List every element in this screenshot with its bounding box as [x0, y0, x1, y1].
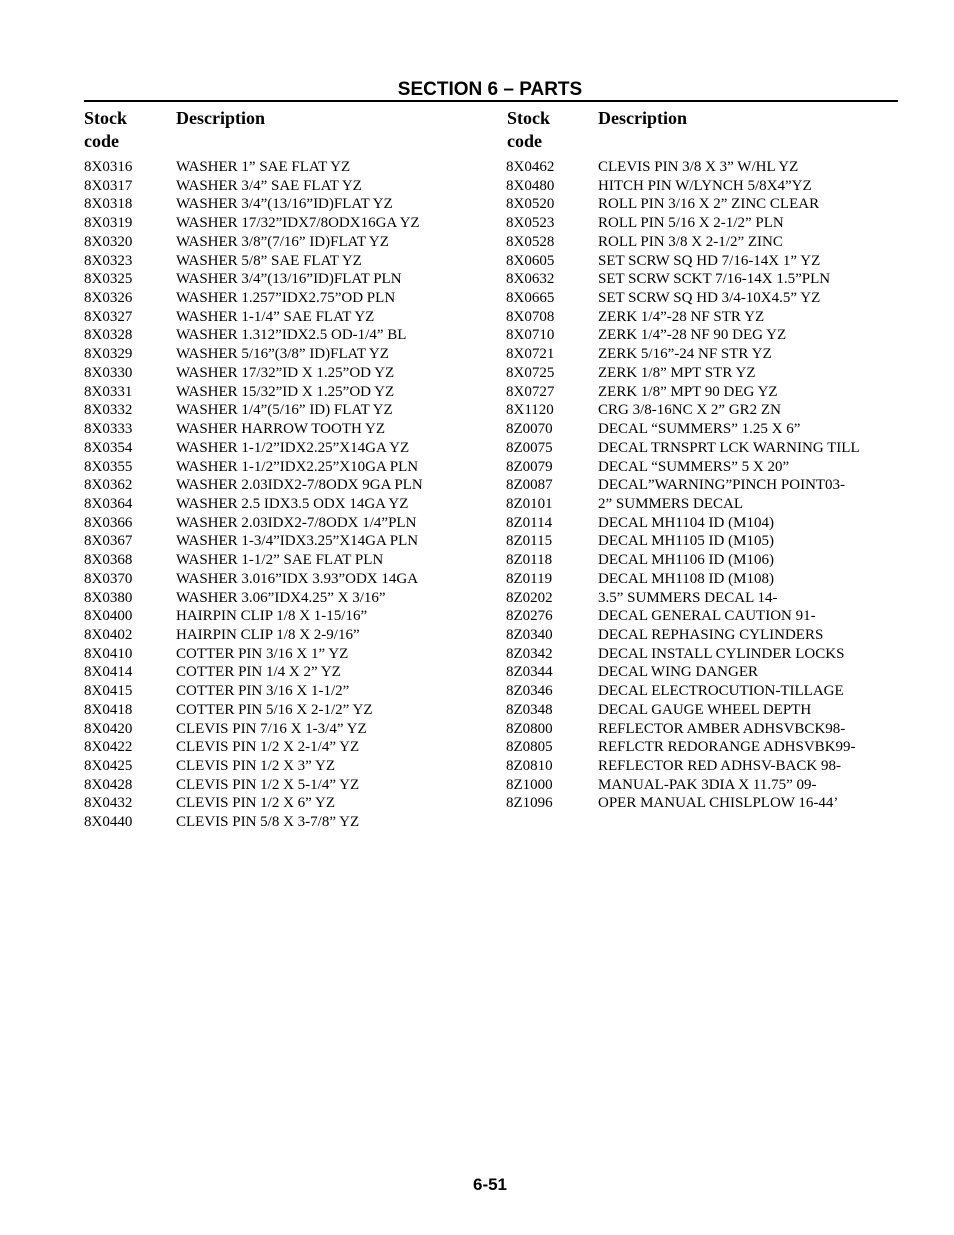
part-description: WASHER 3/4”(13/16”ID)FLAT YZ: [176, 196, 393, 213]
stock-code: 8X0368: [84, 552, 133, 569]
part-description: DECAL GAUGE WHEEL DEPTH: [598, 701, 812, 718]
part-description: DECAL “SUMMERS” 1.25 X 6”: [598, 421, 801, 438]
part-row: [506, 383, 906, 402]
part-row: [84, 420, 494, 439]
part-description: ZERK 5/16”-24 NF STR YZ: [598, 346, 772, 363]
stock-code: 8X0367: [84, 533, 133, 550]
part-description: ZERK 1/4”-28 NF STR YZ: [598, 308, 765, 325]
stock-code: 8Z0344: [506, 664, 553, 681]
part-row: [84, 645, 494, 664]
part-description: CLEVIS PIN 1/2 X 5-1/4” YZ: [176, 776, 360, 793]
stock-code: 8Z0070: [506, 421, 553, 438]
part-row: [506, 476, 906, 495]
stock-code: 8X0333: [84, 421, 133, 438]
stock-code: 8X0331: [84, 383, 133, 400]
part-description: WASHER 17/32”IDX7/8ODX16GA YZ: [176, 215, 420, 232]
stock-code: 8Z0202: [506, 589, 553, 606]
part-description: OPER MANUAL CHISLPLOW 16-44’: [598, 795, 839, 812]
part-row: [84, 214, 494, 233]
part-row: [506, 589, 906, 608]
part-description: WASHER 1” SAE FLAT YZ: [176, 159, 351, 175]
part-row: [84, 289, 494, 308]
stock-code: 8X0710: [506, 327, 555, 344]
part-description: WASHER 1-3/4”IDX3.25”X14GA PLN: [176, 533, 419, 550]
part-row: [506, 776, 906, 795]
stock-header-line1: Stock: [507, 108, 551, 128]
part-row: [506, 682, 906, 701]
part-description: WASHER 1/4”(5/16” ID) FLAT YZ: [176, 402, 393, 419]
stock-code: 8X0425: [84, 758, 133, 774]
part-description: CLEVIS PIN 3/8 X 3” W/HL YZ: [598, 159, 799, 175]
stock-code: 8X0708: [506, 308, 555, 325]
stock-code: 8X0319: [84, 215, 133, 232]
left-stock-code-header: [84, 107, 127, 153]
part-row: [506, 401, 906, 420]
stock-code: 8Z0115: [506, 533, 553, 550]
part-row: [84, 195, 494, 214]
part-description: WASHER 3.016”IDX 3.93”ODX 14GA: [176, 570, 419, 587]
part-row: [506, 738, 906, 757]
part-description: WASHER 1.257”IDX2.75”OD PLN: [176, 290, 396, 307]
part-row: [84, 364, 494, 383]
part-row: [84, 158, 494, 177]
part-row: [506, 252, 906, 271]
stock-code: 8X0721: [506, 346, 555, 363]
stock-code: 8Z0340: [506, 626, 553, 643]
part-description: WASHER 1-1/2”IDX2.25”X10GA PLN: [176, 458, 419, 475]
stock-code: 8Z0348: [506, 701, 553, 718]
part-description: REFLCTR REDORANGE ADHSVBK99-: [598, 739, 856, 756]
part-description: SET SCRW SQ HD 3/4-10X4.5” YZ: [598, 290, 821, 307]
part-description: DECAL”WARNING”PINCH POINT03-: [598, 477, 846, 494]
stock-code: 8X0528: [506, 233, 555, 250]
part-row: [84, 738, 494, 757]
stock-code: 8X0320: [84, 233, 133, 250]
part-row: [506, 757, 906, 776]
part-description: DECAL INSTALL CYLINDER LOCKS: [598, 645, 845, 662]
stock-code: 8X0355: [84, 458, 133, 475]
stock-code: 8X0326: [84, 290, 133, 307]
stock-code: 8X0364: [84, 495, 133, 512]
part-row: [506, 270, 906, 289]
part-row: [506, 607, 906, 626]
stock-code: 8Z0346: [506, 683, 553, 700]
part-row: [506, 663, 906, 682]
part-row: [84, 233, 494, 252]
part-row: [84, 383, 494, 402]
stock-code: 8Z0810: [506, 758, 553, 774]
stock-code: 8X0420: [84, 720, 133, 737]
stock-code: 8X0366: [84, 514, 133, 531]
part-row: [84, 476, 494, 495]
part-row: [84, 701, 494, 720]
part-description: MANUAL-PAK 3DIA X 11.75” 09-: [598, 776, 817, 793]
stock-code: 8X0523: [506, 215, 555, 232]
part-description: WASHER 1-1/2” SAE FLAT PLN: [176, 552, 384, 569]
title-divider: [84, 100, 898, 102]
part-description: REFLECTOR RED ADHSV-BACK 98-: [598, 758, 841, 774]
part-row: [84, 177, 494, 196]
part-row: [506, 514, 906, 533]
part-description: WASHER 15/32”ID X 1.25”OD YZ: [176, 383, 395, 400]
stock-code: 8X0418: [84, 701, 133, 718]
stock-code: 8X0414: [84, 664, 133, 681]
part-row: [84, 345, 494, 364]
stock-code: 8X0665: [506, 290, 555, 307]
part-row: [506, 158, 906, 177]
part-row: [84, 607, 494, 626]
part-row: [506, 458, 906, 477]
stock-code: 8X0318: [84, 196, 133, 213]
part-row: [84, 401, 494, 420]
part-description: CLEVIS PIN 7/16 X 1-3/4” YZ: [176, 720, 367, 737]
stock-code: 8X0400: [84, 608, 133, 625]
stock-code: 8X0462: [506, 159, 555, 175]
stock-code: 8Z0087: [506, 477, 553, 494]
right-stock-code-header: [507, 107, 550, 153]
part-description: HAIRPIN CLIP 1/8 X 2-9/16”: [176, 626, 360, 643]
part-row: [84, 757, 494, 776]
part-description: ZERK 1/4”-28 NF 90 DEG YZ: [598, 327, 787, 344]
left-description-header: Description: [176, 108, 265, 128]
part-description: WASHER 3/4” SAE FLAT YZ: [176, 177, 362, 194]
part-row: [506, 645, 906, 664]
part-row: [84, 589, 494, 608]
part-description: WASHER 5/8” SAE FLAT YZ: [176, 252, 362, 269]
stock-code: 8X0415: [84, 683, 133, 700]
part-row: [506, 177, 906, 196]
part-description: ZERK 1/8” MPT 90 DEG YZ: [598, 383, 778, 400]
stock-code: 8X0520: [506, 196, 555, 213]
part-description: COTTER PIN 3/16 X 1-1/2”: [176, 683, 350, 700]
stock-code: 8Z0805: [506, 739, 553, 756]
part-description: DECAL WING DANGER: [598, 664, 758, 681]
left-parts-list: [84, 158, 494, 832]
stock-code: 8Z0800: [506, 720, 553, 737]
part-description: HAIRPIN CLIP 1/8 X 1-15/16”: [176, 608, 368, 625]
stock-code: 8X1120: [506, 402, 554, 419]
part-description: WASHER 3/4”(13/16”ID)FLAT PLN: [176, 271, 402, 288]
part-row: [84, 776, 494, 795]
part-row: [84, 813, 494, 832]
part-row: [84, 326, 494, 345]
stock-code: 8X0380: [84, 589, 133, 606]
part-description: WASHER HARROW TOOTH YZ: [176, 421, 386, 438]
stock-code: 8X0727: [506, 383, 555, 400]
part-description: COTTER PIN 5/16 X 2-1/2” YZ: [176, 701, 373, 718]
stock-code: 8Z0276: [506, 608, 553, 625]
part-row: [506, 551, 906, 570]
stock-code: 8Z0342: [506, 645, 553, 662]
stock-code: 8X0428: [84, 776, 133, 793]
part-description: WASHER 1-1/4” SAE FLAT YZ: [176, 308, 375, 325]
part-row: [506, 626, 906, 645]
part-row: [506, 794, 906, 813]
part-row: [84, 514, 494, 533]
stock-code: 8X0332: [84, 402, 133, 419]
part-row: [506, 570, 906, 589]
part-row: [84, 626, 494, 645]
part-row: [506, 289, 906, 308]
part-description: WASHER 2.03IDX2-7/8ODX 9GA PLN: [176, 477, 423, 494]
part-description: WASHER 1-1/2”IDX2.25”X14GA YZ: [176, 439, 410, 456]
part-row: [506, 439, 906, 458]
part-description: ZERK 1/8” MPT STR YZ: [598, 364, 756, 381]
part-description: 2” SUMMERS DECAL: [598, 495, 744, 512]
part-row: [84, 794, 494, 813]
stock-code: 8X0440: [84, 814, 133, 831]
part-description: WASHER 5/16”(3/8” ID)FLAT YZ: [176, 346, 389, 363]
stock-code: 8X0605: [506, 252, 555, 269]
page-number: 6-51: [472, 1175, 508, 1194]
stock-header-line2: code: [507, 131, 542, 151]
stock-code: 8Z1096: [506, 795, 553, 812]
part-row: [506, 720, 906, 739]
stock-code: 8X0316: [84, 159, 133, 175]
stock-code: 8X0432: [84, 795, 133, 812]
part-description: DECAL MH1104 ID (M104): [598, 514, 774, 531]
part-row: [84, 551, 494, 570]
part-description: SET SCRW SQ HD 7/16-14X 1” YZ: [598, 252, 821, 269]
part-description: DECAL REPHASING CYLINDERS: [598, 626, 824, 643]
part-description: CLEVIS PIN 1/2 X 2-1/4” YZ: [176, 739, 360, 756]
part-description: CLEVIS PIN 1/2 X 6” YZ: [176, 795, 336, 812]
stock-header-line2: code: [84, 131, 119, 151]
part-description: REFLECTOR AMBER ADHSVBCK98-: [598, 720, 846, 737]
part-description: DECAL ELECTROCUTION-TILLAGE: [598, 683, 844, 700]
part-row: [506, 326, 906, 345]
part-description: ROLL PIN 5/16 X 2-1/2” PLN: [598, 215, 784, 232]
part-row: [84, 252, 494, 271]
stock-code: 8X0632: [506, 271, 555, 288]
stock-code: 8X0402: [84, 626, 133, 643]
part-description: DECAL MH1108 ID (M108): [598, 570, 774, 587]
part-row: [84, 570, 494, 589]
part-row: [506, 701, 906, 720]
part-description: WASHER 17/32”ID X 1.25”OD YZ: [176, 364, 395, 381]
part-row: [506, 532, 906, 551]
stock-code: 8Z1000: [506, 776, 553, 793]
stock-code: 8Z0101: [506, 495, 553, 512]
stock-code: 8Z0118: [506, 552, 553, 569]
part-row: [84, 682, 494, 701]
part-row: [506, 308, 906, 327]
part-row: [506, 233, 906, 252]
part-description: WASHER 2.5 IDX3.5 ODX 14GA YZ: [176, 495, 409, 512]
part-row: [84, 720, 494, 739]
part-row: [506, 195, 906, 214]
stock-code: 8X0328: [84, 327, 133, 344]
stock-code: 8Z0114: [506, 514, 553, 531]
stock-code: 8X0330: [84, 364, 133, 381]
part-description: SET SCRW SCKT 7/16-14X 1.5”PLN: [598, 271, 831, 288]
part-description: ROLL PIN 3/8 X 2-1/2” ZINC: [598, 233, 783, 250]
part-row: [506, 345, 906, 364]
part-row: [506, 214, 906, 233]
part-row: [84, 439, 494, 458]
stock-code: 8X0329: [84, 346, 133, 363]
stock-code: 8Z0075: [506, 439, 553, 456]
part-row: [84, 495, 494, 514]
part-row: [506, 420, 906, 439]
stock-code: 8Z0079: [506, 458, 553, 475]
stock-code: 8X0370: [84, 570, 133, 587]
stock-code: 8X0327: [84, 308, 133, 325]
part-description: CLEVIS PIN 1/2 X 3” YZ: [176, 758, 336, 774]
stock-code: 8X0422: [84, 739, 133, 756]
part-description: DECAL GENERAL CAUTION 91-: [598, 608, 816, 625]
section-title: SECTION 6 – PARTS: [397, 79, 583, 100]
stock-code: 8X0410: [84, 645, 133, 662]
part-row: [84, 532, 494, 551]
stock-header-line1: Stock: [84, 108, 128, 128]
part-description: CLEVIS PIN 5/8 X 3-7/8” YZ: [176, 814, 360, 831]
right-parts-list: [506, 158, 906, 813]
part-description: DECAL TRNSPRT LCK WARNING TILL: [598, 439, 860, 456]
part-description: COTTER PIN 1/4 X 2” YZ: [176, 664, 341, 681]
stock-code: 8X0325: [84, 271, 133, 288]
stock-code: 8X0480: [506, 177, 555, 194]
part-description: WASHER 3/8”(7/16” ID)FLAT YZ: [176, 233, 389, 250]
part-row: [84, 308, 494, 327]
part-description: DECAL MH1105 ID (M105): [598, 533, 774, 550]
stock-code: 8X0362: [84, 477, 133, 494]
part-row: [84, 458, 494, 477]
part-description: COTTER PIN 3/16 X 1” YZ: [176, 645, 349, 662]
part-description: 3.5” SUMMERS DECAL 14-: [598, 589, 778, 606]
right-description-header: Description: [598, 108, 687, 128]
part-description: ROLL PIN 3/16 X 2” ZINC CLEAR: [598, 196, 820, 213]
part-description: WASHER 3.06”IDX4.25” X 3/16”: [176, 589, 386, 606]
part-description: HITCH PIN W/LYNCH 5/8X4”YZ: [598, 177, 812, 194]
part-description: DECAL “SUMMERS” 5 X 20”: [598, 458, 790, 475]
part-row: [84, 270, 494, 289]
stock-code: 8X0323: [84, 252, 133, 269]
stock-code: 8Z0119: [506, 570, 553, 587]
part-row: [506, 364, 906, 383]
part-description: WASHER 1.312”IDX2.5 OD-1/4” BL: [176, 327, 407, 344]
part-description: WASHER 2.03IDX2-7/8ODX 1/4”PLN: [176, 514, 417, 531]
stock-code: 8X0317: [84, 177, 133, 194]
part-description: DECAL MH1106 ID (M106): [598, 552, 774, 569]
stock-code: 8X0725: [506, 364, 555, 381]
part-row: [84, 663, 494, 682]
part-row: [506, 495, 906, 514]
stock-code: 8X0354: [84, 439, 133, 456]
part-description: CRG 3/8-16NC X 2” GR2 ZN: [598, 402, 781, 419]
